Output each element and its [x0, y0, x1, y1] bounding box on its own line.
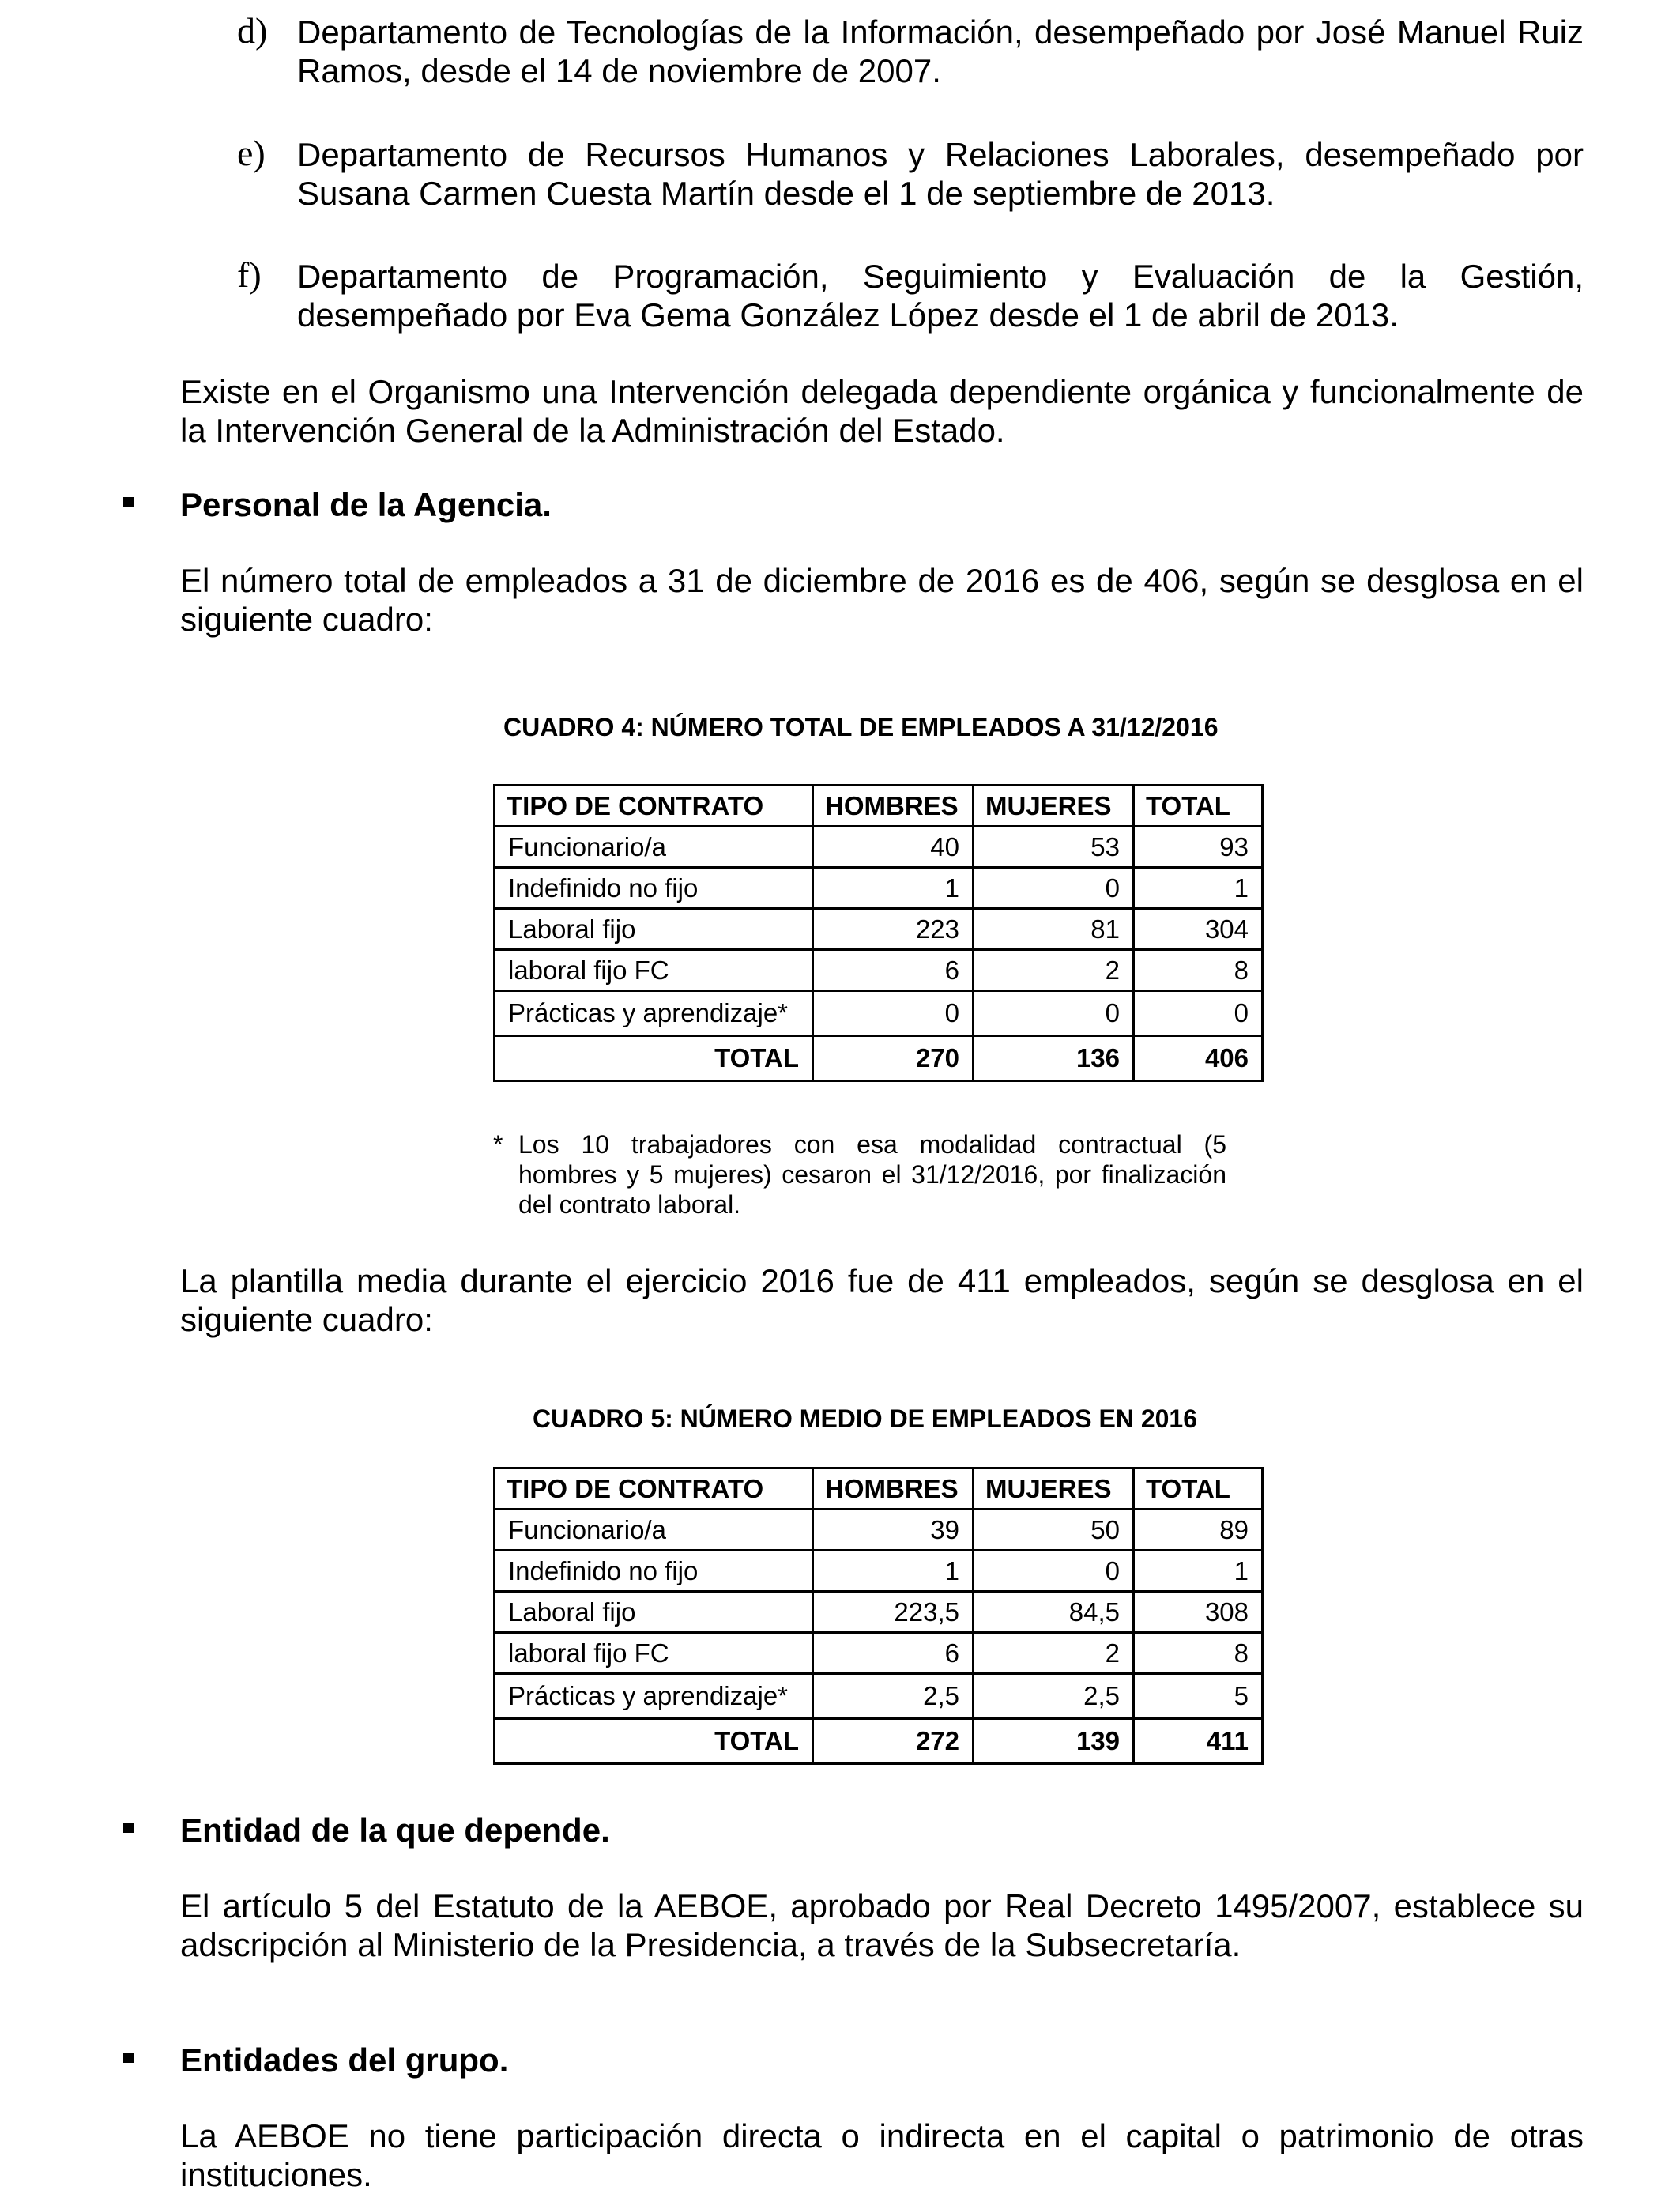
- cell-hombres: 6: [813, 1633, 974, 1674]
- cell-total: 89: [1134, 1510, 1263, 1551]
- column-header: TIPO DE CONTRATO: [495, 786, 813, 827]
- cell-total-label: TOTAL: [495, 1719, 813, 1764]
- cell-total: 0: [1134, 991, 1263, 1036]
- cell-hombres: 6: [813, 950, 974, 991]
- cell-mujeres: 139: [974, 1719, 1134, 1764]
- cell-tipo: Prácticas y aprendizaje*: [495, 1674, 813, 1719]
- section-heading-personal: Personal de la Agencia.: [180, 486, 552, 523]
- cell-total: 8: [1134, 950, 1263, 991]
- section-heading-grupo: Entidades del grupo.: [180, 2041, 509, 2079]
- cell-tipo: Prácticas y aprendizaje*: [495, 991, 813, 1036]
- cuadro5-caption: CUADRO 5: NÚMERO MEDIO DE EMPLEADOS EN 2016: [533, 1404, 1198, 1433]
- column-header: TIPO DE CONTRATO: [495, 1468, 813, 1510]
- table-row: [495, 827, 1263, 868]
- cell-tipo: laboral fijo FC: [495, 950, 813, 991]
- cell-mujeres: 2: [974, 950, 1134, 991]
- cell-hombres: 270: [813, 1036, 974, 1081]
- cell-mujeres: 84,5: [974, 1592, 1134, 1633]
- cell-hombres: 1: [813, 868, 974, 909]
- cell-tipo: Funcionario/a: [495, 827, 813, 868]
- list-item-text: Departamento de Tecnologías de la Información, desempeñado por José Manuel Ruiz Ramos, desde el 14 de noviembre de 2007.: [297, 13, 1584, 89]
- cell-total: 406: [1134, 1036, 1263, 1081]
- cell-mujeres: 0: [974, 1551, 1134, 1592]
- grupo-paragraph: La AEBOE no tiene participación directa o indirecta en el capital o patrimonio de otras instituciones.: [180, 2117, 1584, 2193]
- personal-paragraph: El número total de empleados a 31 de diciembre de 2016 es de 406, según se desglosa en el siguiente cuadro:: [180, 562, 1584, 638]
- table-header-row: [495, 1468, 1263, 1510]
- table-row: [495, 1510, 1263, 1551]
- cell-hombres: 40: [813, 827, 974, 868]
- entidad-paragraph: El artículo 5 del Estatuto de la AEBOE, aprobado por Real Decreto 1495/2007, establece su adscripción al Ministerio de la Presidencia, a través de la Subsecretaría.: [180, 1887, 1584, 1963]
- bullet-icon: [123, 497, 134, 507]
- list-item-text: Departamento de Programación, Seguimiento y Evaluación de la Gestión, desempeñado por Eva Gema González López desde el 1 de abril de 2013.: [297, 258, 1584, 334]
- column-header: HOMBRES: [813, 786, 974, 827]
- cell-hombres: 2,5: [813, 1674, 974, 1719]
- table-row: [495, 909, 1263, 950]
- cell-hombres: 223: [813, 909, 974, 950]
- cell-hombres: 0: [813, 991, 974, 1036]
- intervencion-paragraph: Existe en el Organismo una Intervención delegada dependiente orgánica y funcionalmente de la Intervención General de la Administración del Estado.: [180, 373, 1584, 449]
- cell-hombres: 39: [813, 1510, 974, 1551]
- bullet-icon: [123, 1823, 134, 1833]
- cell-total: 1: [1134, 1551, 1263, 1592]
- cell-hombres: 1: [813, 1551, 974, 1592]
- table-total-row: [495, 1036, 1263, 1081]
- cell-hombres: 223,5: [813, 1592, 974, 1633]
- cell-total: 308: [1134, 1592, 1263, 1633]
- cell-total-label: TOTAL: [495, 1036, 813, 1081]
- footnote-text: Los 10 trabajadores con esa modalidad contractual (5 hombres y 5 mujeres) cesaron el 31/12/2016, por finalización del contrato laboral.: [518, 1130, 1226, 1219]
- list-item-letter: f): [237, 254, 262, 295]
- cell-tipo: Funcionario/a: [495, 1510, 813, 1551]
- cell-total: 5: [1134, 1674, 1263, 1719]
- table-row: [495, 1551, 1263, 1592]
- table-row: [495, 1633, 1263, 1674]
- table-row: [495, 950, 1263, 991]
- list-item-letter: d): [237, 10, 268, 51]
- cell-mujeres: 0: [974, 991, 1134, 1036]
- column-header: TOTAL: [1134, 1468, 1263, 1510]
- cell-tipo: Indefinido no fijo: [495, 1551, 813, 1592]
- column-header: MUJERES: [974, 1468, 1134, 1510]
- cell-total: 1: [1134, 868, 1263, 909]
- bullet-icon: [123, 2053, 134, 2063]
- cell-mujeres: 136: [974, 1036, 1134, 1081]
- column-header: HOMBRES: [813, 1468, 974, 1510]
- cell-hombres: 272: [813, 1719, 974, 1764]
- cell-total: 93: [1134, 827, 1263, 868]
- column-header: TOTAL: [1134, 786, 1263, 827]
- table-header-row: [495, 786, 1263, 827]
- cell-tipo: Laboral fijo: [495, 909, 813, 950]
- cell-mujeres: 81: [974, 909, 1134, 950]
- table-total-row: [495, 1719, 1263, 1764]
- cell-tipo: laboral fijo FC: [495, 1633, 813, 1674]
- cell-mujeres: 2,5: [974, 1674, 1134, 1719]
- cell-mujeres: 0: [974, 868, 1134, 909]
- table-row: [495, 1674, 1263, 1719]
- list-item-letter: e): [237, 133, 266, 173]
- footnote-marker: *: [493, 1130, 503, 1159]
- cuadro4-caption: CUADRO 4: NÚMERO TOTAL DE EMPLEADOS A 31/12/2016: [503, 713, 1219, 741]
- cuadro5-table: [493, 1467, 1264, 1765]
- cell-total: 411: [1134, 1719, 1263, 1764]
- cuadro4-table: [493, 784, 1264, 1082]
- section-heading-entidad: Entidad de la que depende.: [180, 1811, 610, 1849]
- cuadro4-footnote: [493, 1129, 1226, 1220]
- cell-tipo: Laboral fijo: [495, 1592, 813, 1633]
- table-row: [495, 991, 1263, 1036]
- plantilla-paragraph: La plantilla media durante el ejercicio 2016 fue de 411 empleados, según se desglosa en el siguiente cuadro:: [180, 1262, 1584, 1338]
- list-item-text: Departamento de Recursos Humanos y Relaciones Laborales, desempeñado por Susana Carmen Cuesta Martín desde el 1 de septiembre de 2013.: [297, 136, 1584, 212]
- cell-tipo: Indefinido no fijo: [495, 868, 813, 909]
- cell-total: 304: [1134, 909, 1263, 950]
- cell-mujeres: 53: [974, 827, 1134, 868]
- cell-total: 8: [1134, 1633, 1263, 1674]
- column-header: MUJERES: [974, 786, 1134, 827]
- table-row: [495, 1592, 1263, 1633]
- table-row: [495, 868, 1263, 909]
- cell-mujeres: 2: [974, 1633, 1134, 1674]
- cell-mujeres: 50: [974, 1510, 1134, 1551]
